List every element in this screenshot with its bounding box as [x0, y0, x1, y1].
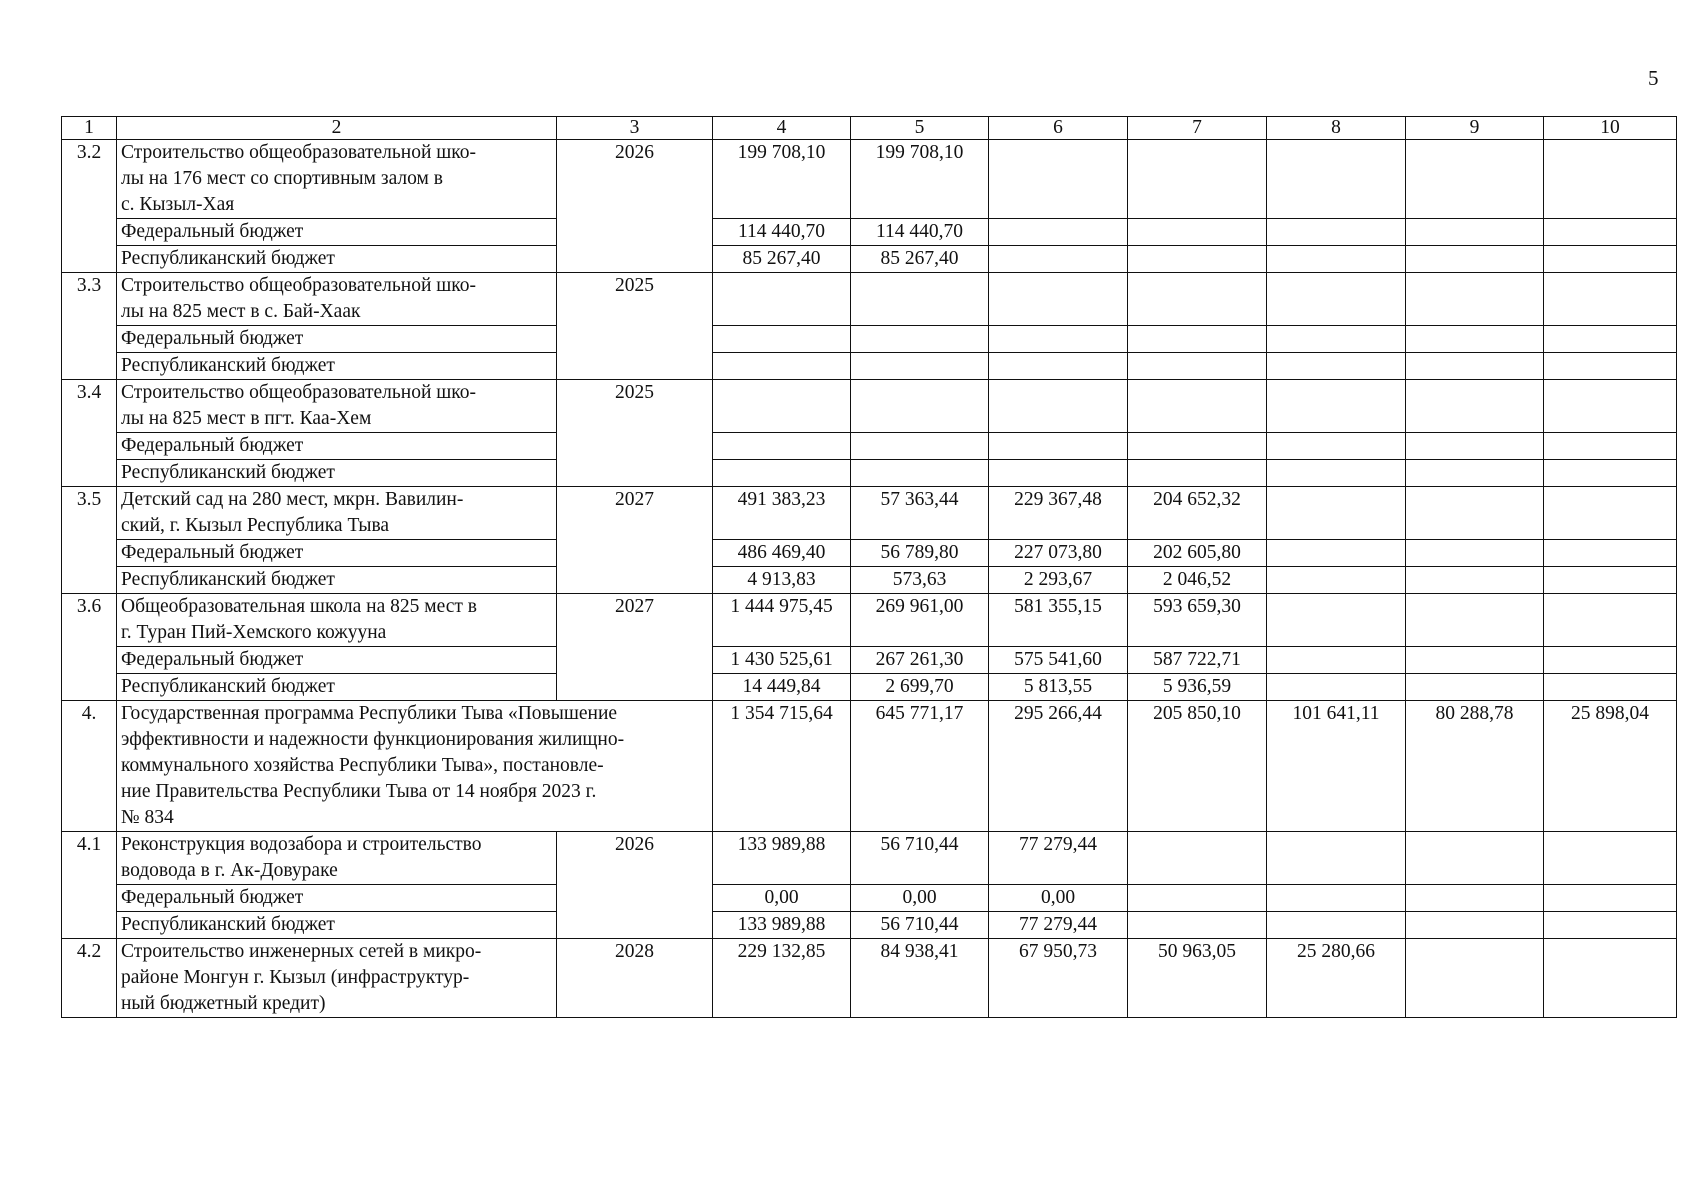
row-number: 3.2 — [62, 140, 117, 273]
republican-budget-row — [62, 246, 1677, 273]
republican-budget-row — [62, 353, 1677, 380]
republican-budget-label: Республиканский бюджет — [117, 353, 557, 380]
header-row — [62, 117, 1677, 140]
federal-budget-value: 575 541,60 — [989, 647, 1128, 674]
total-value: 593 659,30 — [1128, 594, 1267, 647]
project-title: Общеобразовательная школа на 825 мест в г. Туран Пий-Хемского кожууна — [117, 594, 557, 647]
federal-budget-value — [1128, 219, 1267, 246]
total-value — [713, 380, 851, 433]
republican-budget-value — [713, 460, 851, 487]
federal-budget-value: 202 605,80 — [1128, 540, 1267, 567]
republican-budget-value — [851, 460, 989, 487]
republican-budget-value: 85 267,40 — [851, 246, 989, 273]
republican-budget-row — [62, 674, 1677, 701]
federal-budget-value — [1406, 647, 1544, 674]
federal-budget-value — [1267, 647, 1406, 674]
total-value — [1544, 380, 1677, 433]
federal-budget-value — [1406, 540, 1544, 567]
federal-budget-value — [1128, 885, 1267, 912]
total-value — [1128, 140, 1267, 219]
federal-budget-label: Федеральный бюджет — [117, 219, 557, 246]
republican-budget-value — [1406, 246, 1544, 273]
federal-budget-row — [62, 540, 1677, 567]
column-header: 9 — [1406, 117, 1544, 140]
total-value: 1 444 975,45 — [713, 594, 851, 647]
federal-budget-value — [1267, 433, 1406, 460]
republican-budget-value — [1544, 353, 1677, 380]
total-value — [1267, 273, 1406, 326]
total-value — [713, 273, 851, 326]
federal-budget-value — [1128, 433, 1267, 460]
row-number: 3.3 — [62, 273, 117, 380]
total-value — [851, 273, 989, 326]
republican-budget-value — [1128, 460, 1267, 487]
republican-budget-value — [1406, 353, 1544, 380]
project-year: 2027 — [557, 487, 713, 594]
republican-budget-value — [1406, 912, 1544, 939]
federal-budget-label: Федеральный бюджет — [117, 647, 557, 674]
project-row — [62, 487, 1677, 540]
column-header: 3 — [557, 117, 713, 140]
total-value: 84 938,41 — [851, 939, 989, 1018]
project-year: 2027 — [557, 594, 713, 701]
republican-budget-value — [1267, 912, 1406, 939]
federal-budget-value: 0,00 — [851, 885, 989, 912]
republican-budget-value — [851, 353, 989, 380]
federal-budget-row — [62, 326, 1677, 353]
total-value — [851, 380, 989, 433]
republican-budget-value — [1544, 674, 1677, 701]
republican-budget-value — [989, 460, 1128, 487]
total-value: 199 708,10 — [851, 140, 989, 219]
total-value — [1267, 380, 1406, 433]
row-number: 3.5 — [62, 487, 117, 594]
republican-budget-label: Республиканский бюджет — [117, 912, 557, 939]
republican-budget-value: 14 449,84 — [713, 674, 851, 701]
republican-budget-value — [1267, 567, 1406, 594]
total-value — [1267, 594, 1406, 647]
project-title: Реконструкция водозабора и строительство водовода в г. Ак-Довураке — [117, 832, 557, 885]
federal-budget-value — [1544, 219, 1677, 246]
total-value: 133 989,88 — [713, 832, 851, 885]
total-value: 229 367,48 — [989, 487, 1128, 540]
federal-budget-value — [989, 326, 1128, 353]
page-number: 5 — [1648, 66, 1659, 90]
program-title: Государственная программа Республики Тыва «Повышение эффективности и надежности функционирования жилищно- коммунального хозяйства Республики Тыва», постановле- ние Правительства Республики Тыва от 14 ноября 2023 г. № 834 — [117, 701, 713, 832]
total-value — [1544, 273, 1677, 326]
row-number: 3.6 — [62, 594, 117, 701]
project-title: Детский сад на 280 мест, мкрн. Вавилин- ский, г. Кызыл Республика Тыва — [117, 487, 557, 540]
federal-budget-row — [62, 433, 1677, 460]
federal-budget-value: 114 440,70 — [713, 219, 851, 246]
project-year: 2026 — [557, 140, 713, 273]
republican-budget-value — [1544, 246, 1677, 273]
total-value — [1544, 832, 1677, 885]
federal-budget-value — [1267, 540, 1406, 567]
total-value: 199 708,10 — [713, 140, 851, 219]
row-number: 4.1 — [62, 832, 117, 939]
republican-budget-value — [713, 353, 851, 380]
total-value: 56 710,44 — [851, 832, 989, 885]
republican-budget-value: 4 913,83 — [713, 567, 851, 594]
republican-budget-value: 2 699,70 — [851, 674, 989, 701]
total-value: 1 354 715,64 — [713, 701, 851, 832]
federal-budget-value: 114 440,70 — [851, 219, 989, 246]
federal-budget-value: 587 722,71 — [1128, 647, 1267, 674]
republican-budget-value — [1267, 353, 1406, 380]
column-header: 1 — [62, 117, 117, 140]
column-header: 6 — [989, 117, 1128, 140]
total-value: 67 950,73 — [989, 939, 1128, 1018]
federal-budget-value — [1544, 433, 1677, 460]
republican-budget-label: Республиканский бюджет — [117, 460, 557, 487]
project-row — [62, 594, 1677, 647]
republican-budget-value: 573,63 — [851, 567, 989, 594]
federal-budget-value — [1406, 326, 1544, 353]
republican-budget-value — [1128, 912, 1267, 939]
total-value — [1544, 939, 1677, 1018]
federal-budget-row — [62, 647, 1677, 674]
total-value — [1406, 487, 1544, 540]
federal-budget-row — [62, 219, 1677, 246]
federal-budget-value — [1267, 219, 1406, 246]
total-value: 57 363,44 — [851, 487, 989, 540]
total-value: 581 355,15 — [989, 594, 1128, 647]
federal-budget-value — [989, 433, 1128, 460]
total-value — [989, 273, 1128, 326]
republican-budget-value — [989, 246, 1128, 273]
column-header: 4 — [713, 117, 851, 140]
total-value — [989, 380, 1128, 433]
federal-budget-value — [1267, 885, 1406, 912]
republican-budget-value: 77 279,44 — [989, 912, 1128, 939]
federal-budget-label: Федеральный бюджет — [117, 540, 557, 567]
row-number: 4. — [62, 701, 117, 832]
project-year: 2025 — [557, 273, 713, 380]
federal-budget-value — [1406, 219, 1544, 246]
federal-budget-row — [62, 885, 1677, 912]
federal-budget-value — [713, 433, 851, 460]
project-row — [62, 380, 1677, 433]
total-value — [1544, 140, 1677, 219]
federal-budget-value — [1406, 885, 1544, 912]
total-value: 491 383,23 — [713, 487, 851, 540]
federal-budget-value: 56 789,80 — [851, 540, 989, 567]
republican-budget-value: 2 293,67 — [989, 567, 1128, 594]
column-header: 7 — [1128, 117, 1267, 140]
project-row — [62, 140, 1677, 219]
total-value — [1406, 594, 1544, 647]
total-value: 77 279,44 — [989, 832, 1128, 885]
project-year: 2025 — [557, 380, 713, 487]
republican-budget-value — [1544, 567, 1677, 594]
federal-budget-value: 0,00 — [713, 885, 851, 912]
republican-budget-value: 5 936,59 — [1128, 674, 1267, 701]
federal-budget-value — [851, 433, 989, 460]
republican-budget-value — [1406, 674, 1544, 701]
total-value — [1128, 273, 1267, 326]
republican-budget-label: Республиканский бюджет — [117, 246, 557, 273]
republican-budget-value — [1544, 912, 1677, 939]
republican-budget-label: Республиканский бюджет — [117, 674, 557, 701]
federal-budget-value — [1544, 540, 1677, 567]
project-row — [62, 939, 1677, 1018]
republican-budget-label: Республиканский бюджет — [117, 567, 557, 594]
republican-budget-value — [1406, 567, 1544, 594]
federal-budget-value — [851, 326, 989, 353]
column-header: 5 — [851, 117, 989, 140]
total-value: 50 963,05 — [1128, 939, 1267, 1018]
federal-budget-value — [1544, 647, 1677, 674]
column-header: 10 — [1544, 117, 1677, 140]
republican-budget-value — [1544, 460, 1677, 487]
row-number: 3.4 — [62, 380, 117, 487]
federal-budget-label: Федеральный бюджет — [117, 885, 557, 912]
republican-budget-row — [62, 567, 1677, 594]
total-value: 101 641,11 — [1267, 701, 1406, 832]
federal-budget-value: 486 469,40 — [713, 540, 851, 567]
program-row — [62, 701, 1677, 832]
project-row — [62, 832, 1677, 885]
republican-budget-value: 5 813,55 — [989, 674, 1128, 701]
total-value — [1406, 273, 1544, 326]
total-value: 25 280,66 — [1267, 939, 1406, 1018]
republican-budget-value — [1267, 246, 1406, 273]
project-title: Строительство общеобразовательной шко- лы на 176 мест со спортивным залом в с. Кызыл-Хая — [117, 140, 557, 219]
project-title: Строительство общеобразовательной шко- лы на 825 мест в с. Бай-Хаак — [117, 273, 557, 326]
republican-budget-value — [989, 353, 1128, 380]
federal-budget-value — [713, 326, 851, 353]
project-title: Строительство общеобразовательной шко- лы на 825 мест в пгт. Каа-Хем — [117, 380, 557, 433]
total-value: 80 288,78 — [1406, 701, 1544, 832]
total-value — [1406, 380, 1544, 433]
total-value — [1544, 594, 1677, 647]
total-value — [1267, 832, 1406, 885]
federal-budget-value — [1406, 433, 1544, 460]
total-value — [1267, 487, 1406, 540]
federal-budget-value — [1544, 885, 1677, 912]
column-header: 8 — [1267, 117, 1406, 140]
federal-budget-value: 227 073,80 — [989, 540, 1128, 567]
project-title: Строительство инженерных сетей в микро- районе Монгун г. Кызыл (инфраструктур- ный бюджетный кредит) — [117, 939, 557, 1018]
republican-budget-value: 56 710,44 — [851, 912, 989, 939]
total-value — [1128, 832, 1267, 885]
federal-budget-label: Федеральный бюджет — [117, 326, 557, 353]
federal-budget-value: 267 261,30 — [851, 647, 989, 674]
project-year: 2028 — [557, 939, 713, 1018]
total-value: 204 652,32 — [1128, 487, 1267, 540]
total-value: 25 898,04 — [1544, 701, 1677, 832]
federal-budget-value: 0,00 — [989, 885, 1128, 912]
total-value — [1128, 380, 1267, 433]
row-number: 4.2 — [62, 939, 117, 1018]
total-value: 205 850,10 — [1128, 701, 1267, 832]
republican-budget-row — [62, 460, 1677, 487]
total-value — [1406, 140, 1544, 219]
total-value — [1406, 939, 1544, 1018]
column-header: 2 — [117, 117, 557, 140]
republican-budget-value — [1128, 353, 1267, 380]
republican-budget-value — [1267, 460, 1406, 487]
republican-budget-value — [1267, 674, 1406, 701]
total-value: 269 961,00 — [851, 594, 989, 647]
total-value — [1406, 832, 1544, 885]
republican-budget-value — [1406, 460, 1544, 487]
total-value — [989, 140, 1128, 219]
republican-budget-value: 133 989,88 — [713, 912, 851, 939]
total-value — [1267, 140, 1406, 219]
total-value: 645 771,17 — [851, 701, 989, 832]
republican-budget-value: 85 267,40 — [713, 246, 851, 273]
total-value: 229 132,85 — [713, 939, 851, 1018]
budget-table — [61, 116, 1677, 1018]
republican-budget-value: 2 046,52 — [1128, 567, 1267, 594]
project-row — [62, 273, 1677, 326]
federal-budget-label: Федеральный бюджет — [117, 433, 557, 460]
federal-budget-value — [1544, 326, 1677, 353]
project-year: 2026 — [557, 832, 713, 939]
total-value: 295 266,44 — [989, 701, 1128, 832]
federal-budget-value — [1128, 326, 1267, 353]
total-value — [1544, 487, 1677, 540]
federal-budget-value — [989, 219, 1128, 246]
federal-budget-value — [1267, 326, 1406, 353]
republican-budget-row — [62, 912, 1677, 939]
federal-budget-value: 1 430 525,61 — [713, 647, 851, 674]
republican-budget-value — [1128, 246, 1267, 273]
